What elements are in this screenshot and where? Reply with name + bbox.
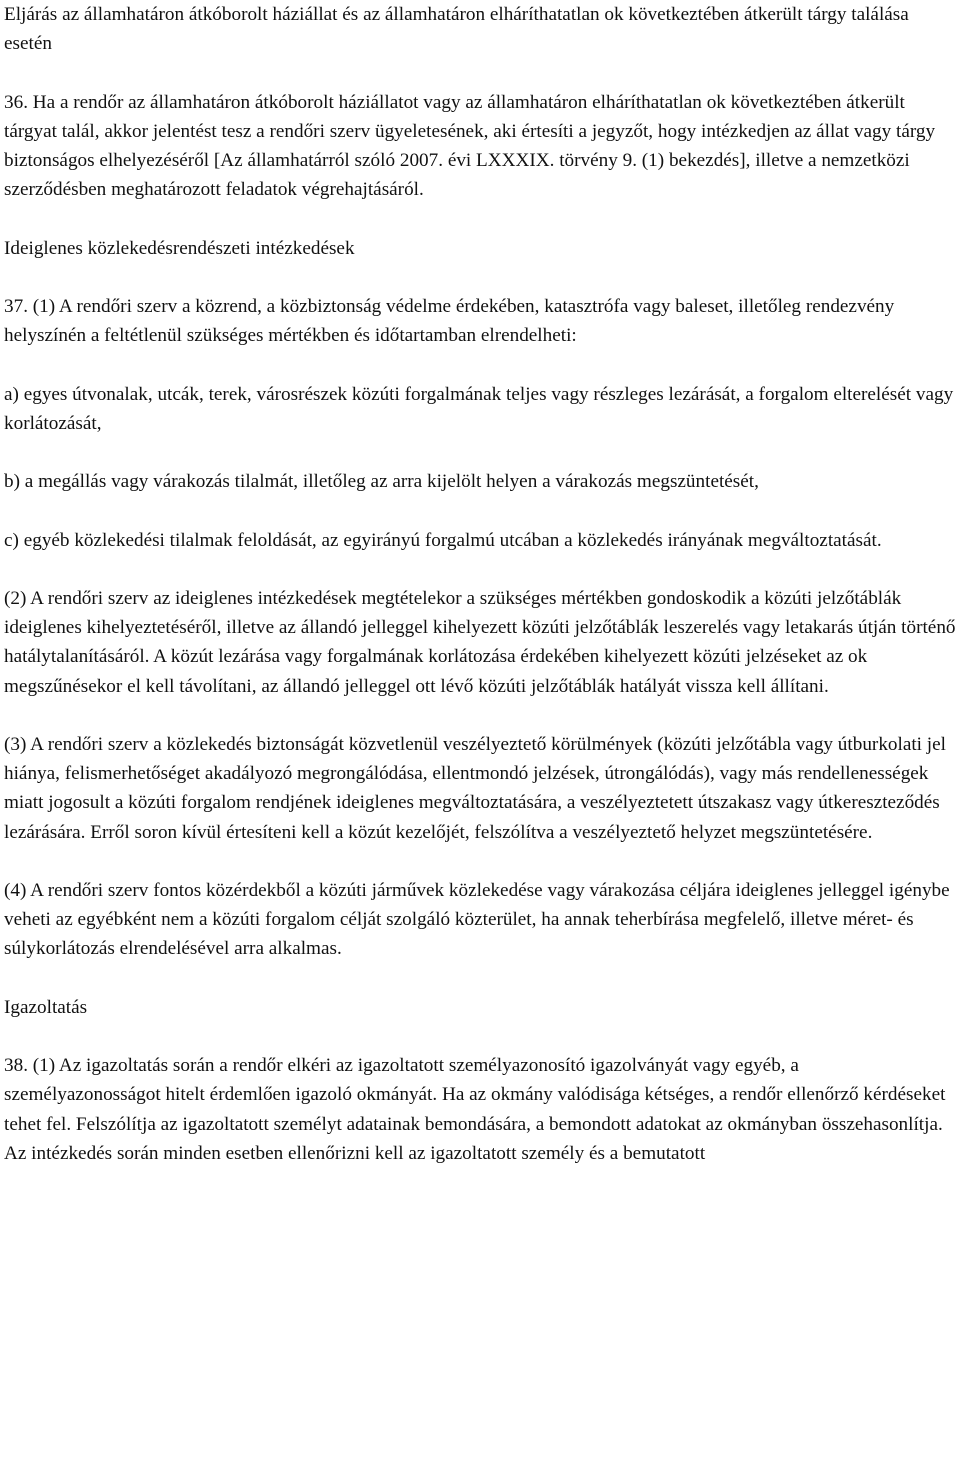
paragraph-38-1: 38. (1) Az igazoltatás során a rendőr elkéri az igazoltatott személyazonosító igazolványát vagy egyéb, a személyazonosságot hitelt érdemlően igazoló okmányát. Ha az okmány valódisága kétséges, a rendőr ellenőrző kérdéseket tehet fel. Felszólítja az igazoltatott személyt adatainak bemondására, a bemondott adatokat az okmányban összehasonlítja. Az intézkedés során minden esetben ellenőrizni kell az igazoltatott személy és a bemutatott (4, 1055, 946, 1164)
list-item-a: a) egyes útvonalak, utcák, terek, városrészek közúti forgalmának teljes vagy részleges lezárását, a forgalom elterelését vagy korlátozását, (4, 383, 954, 434)
section-heading-id-check: Igazoltatás (4, 996, 88, 1018)
list-item-b: b) a megállás vagy várakozás tilalmát, illetőleg az arra kijelölt helyen a várakozás megszüntetését, (4, 471, 759, 493)
list-item-c: c) egyéb közlekedési tilalmak feloldását, az egyirányú forgalmú utcában a közlekedés irányának megváltoztatását. (4, 529, 882, 551)
paragraph-37-4: (4) A rendőri szerv fontos közérdekből a közúti járművek közlekedése vagy várakozása céljára ideiglenes jelleggel igénybe veheti az egyébként nem a közúti forgalom célját szolgáló közterület, ha annak teherbírása megfelelő, illetve méret- és súlykorlátozás elrendelésével arra alkalmas. (4, 879, 950, 960)
paragraph-37-2: (2) A rendőri szerv az ideiglenes intézkedések megtételekor a szükséges mértékben gondoskodik a közúti jelzőtáblák ideiglenes kihelyeztetéséről, illetve az állandó jelleggel kihelyezett közúti jelzőtáblák leszerelés vagy letakarás útján történő hatálytalanításáról. A közút lezárása vagy forgalmának korlátozása érdekében kihelyezett közúti jelzéseket az ok megszűnésekor el kell távolítani, az állandó jelleggel ott lévő közúti jelzőtáblák hatályát vissza kell állítani. (4, 587, 956, 697)
paragraph-36: 36. Ha a rendőr az államhatáron átkóborolt háziállatot vagy az államhatáron elháríthatatlan ok következtében átkerült tárgyat talál, akkor jelentést tesz a rendőri szerv ügyeletesének, aki értesíti a jegyzőt, hogy intézkedjen az állat vagy tárgy biztonságos elhelyezéséről [Az államhatárról szóló 2007. évi LXXXIX. törvény 9. (1) bekezdés], illetve a nemzetközi szerződésben meghatározott feladatok végrehajtásáról. (4, 91, 936, 201)
section-heading-border-animal: Eljárás az államhatáron átkóborolt háziállat és az államhatáron elháríthatatlan ok következtében átkerült tárgy találása esetén (4, 4, 909, 55)
section-heading-temporary-traffic: Ideiglenes közlekedésrendészeti intézkedések (4, 237, 355, 259)
paragraph-37-3: (3) A rendőri szerv a közlekedés biztonságát közvetlenül veszélyeztető körülmények (közúti jelzőtábla vagy útburkolati jel hiánya, felismerhetőséget akadályozó megrongálódása, ellentmondó jelzések, útrongálódás), vagy más rendellenességek miatt jogosult a közúti forgalom rendjének ideiglenes megváltoztatására, a veszélyeztetett útszakasz vagy útkereszteződés lezárására. Erről soron kívül értesíteni kell a közút kezelőjét, felszólítva a veszélyeztető helyzet megszüntetésére. (4, 733, 946, 843)
paragraph-37-1: 37. (1) A rendőri szerv a közrend, a közbiztonság védelme érdekében, katasztrófa vagy baleset, illetőleg rendezvény helyszínén a feltétlenül szükséges mértékben és időtartamban elrendelheti: (4, 295, 895, 347)
document-page (4, 0, 956, 1168)
